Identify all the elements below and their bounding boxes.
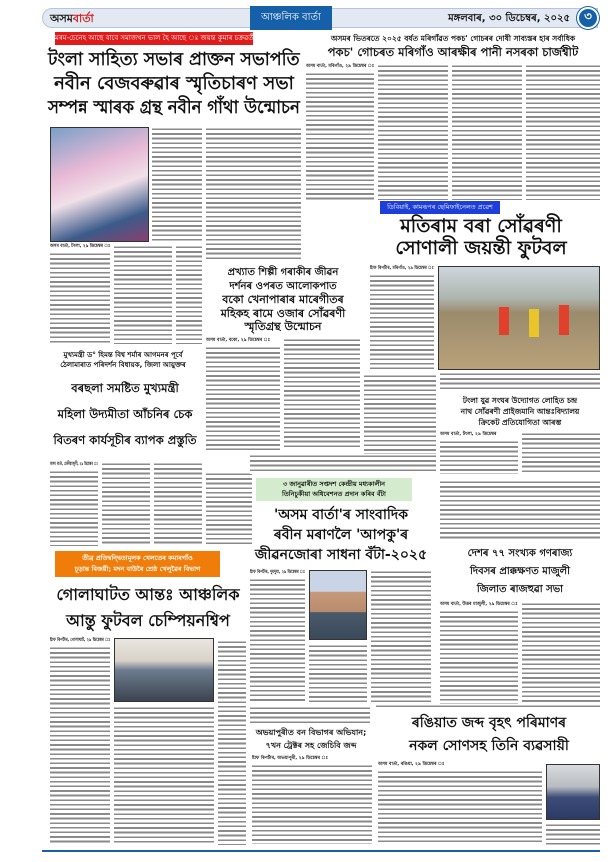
tangla-photo: [50, 127, 149, 242]
award-body: [371, 570, 431, 702]
gold-headline: ৰঙিয়াত জব্দ বৃহৎ পৰিমাণৰ নকল সোণসহ তিনি ব্যৱসায়ী: [409, 715, 569, 754]
motiram-kicker: ডিবিয়াই, কামৰূপৰ ছেমিফাইনেলত প্ৰৱেশ: [380, 201, 500, 214]
gold-photo-caption: [546, 823, 600, 845]
motiram-body: [440, 372, 600, 390]
artist-body: [206, 346, 280, 450]
cm-body: [50, 470, 98, 546]
tangla-dateline: অসম বাৰ্তা, টংলা, ২৯ ডিচেম্বৰ ঃ: [50, 244, 111, 249]
pocso-body: [378, 64, 448, 200]
tangla-headline: টংলা সাহিত্য সভাৰ প্ৰাক্তন সভাপতি নবীন বেজবৰুৱাৰ স্মৃতিচাৰণ সভা সম্পন্ন স্মাৰক গ্ৰন্থ নবীন গাঁথা উন্মোচন: [48, 49, 300, 118]
republic-headline: দেশৰ ৭৭ সংখ্যক গণৰাজ্য দিবসৰ প্ৰাক্কক্ষণত মাজুলী জিলাত ৰাজহুৱা সভা: [467, 548, 573, 595]
award-kicker: ৩ জানুৱাৰীত সপ্তদশ কেন্দ্ৰীয় মধ্যকালীন তিনিচুকীয়া অধিবেশনত প্ৰদান কৰিব বঁটা: [256, 478, 412, 501]
section-title: আঞ্চলিক বাৰ্তা: [250, 6, 332, 30]
award-dateline: ষ্টাফ ৰিপৰ্টাৰ, দুমদুমা, ২৯ ডিচেম্বৰ ঃ: [250, 570, 305, 575]
forest-dateline: ষ্টাফ ৰিপৰ্টাৰ, অভয়াপুৰী, ২৯ ডিচেম্বৰ ঃ: [252, 756, 372, 762]
artist-headline: প্ৰখ্যাত শিল্পী গৰাকীৰ জীৱন দৰ্শনৰ ওপৰত আলোকপাত বকো খেনাপাৰাৰ মাৰেগীতৰ মহিকহ ৰামে ওজাৰ সোঁৱৰণী স্মৃতিগ্ৰন্থ উন্মোচন: [220, 267, 346, 333]
footer-rule: [42, 850, 600, 852]
motiram-dateline: ষ্টাফ ৰিপৰ্টাৰ, মৰিগাঁও, ২৯ ডিচেম্বৰ ঃ: [370, 266, 434, 271]
golaghat-photo: [114, 638, 214, 702]
golaghat-kicker: তীব্ৰ প্ৰতিদ্বন্দ্বিতামূলক খেলতেৰ কমাৰগাঁও চূড়ান্ত বিজয়ী; মদন বাউৰৈ শ্ৰেষ্ঠ খেলুৱৈৰ বিভাগ: [55, 551, 220, 577]
tangla-body: [176, 245, 202, 344]
pocso-body: [526, 64, 600, 200]
tangla-body: [152, 127, 202, 242]
golaghat-dateline: ষ্টাফ ৰিপৰ্টাৰ, গোলাঘাট, ২৯ ডিচেম্বৰ ঃ: [50, 638, 111, 643]
tangla-body: [114, 245, 172, 344]
forest-body: [252, 764, 372, 844]
cricket-body: [440, 480, 600, 540]
motiram-body: [370, 274, 434, 370]
cm-kicker: মুখ্যমন্ত্ৰী ড° হিমন্ত বিশ্ব শৰ্মাৰ আগমনৰ পূৰ্বে ঠেলামাৰাত পৰিদৰ্শন বিধায়ক, জিলা আয়ুক্তৰ: [60, 351, 186, 369]
newspaper-logo: অসমবাৰ্তা: [50, 12, 94, 25]
page-number: ৩: [577, 7, 599, 29]
award-headline: 'অসম বাৰ্তা'ৰ সাংবাদিক ৰবীন মৰাণলৈ 'আপকু'ৰ জীৱনজোৰা সাধনা বঁটা-২০২৫: [254, 507, 428, 563]
pocso-headline: পকচ' গোচৰত মৰিগাঁও আৰক্ষীৰ পানী নসৰকা চাৰ্জশ্বীট: [327, 45, 579, 59]
cm-dateline: অসম বাৰ্তা, ঢেকীয়াজুলী, ২৯ ডিচেম্বৰ ঃ: [50, 462, 98, 467]
republic-body: [376, 704, 600, 710]
pocso-dateline: অসম বাৰ্তা, মৰিগাঁও, ২৯ ডিচেম্বৰ ঃ: [306, 64, 375, 69]
award-body: [309, 644, 367, 702]
artist-body: [284, 338, 360, 450]
tangla-kicker: মৰম-চেনেহ আছে বাবে সমাজখন ভাল হৈ আছে ঃ জয়ন্ত কুমাৰ চক্ৰৱৰ্তী: [55, 32, 253, 45]
golaghat-body: [218, 640, 246, 845]
award-body: [250, 578, 305, 702]
cm-headline: বৰছলা সমষ্টিত মুখ্যমন্ত্ৰী মহিলা উদ্যমীতা আঁচনিৰ চেক বিতৰণ কাৰ্যসূচীৰ ব্যাপক প্ৰস্তুতি: [53, 381, 197, 447]
republic-body: [522, 602, 600, 706]
gold-seizure-photo: [546, 764, 600, 820]
cricket-body: [522, 432, 600, 474]
golaghat-headline: গোলাঘাটত আন্তঃ আঞ্চলিক আন্তু ফুটবল চেম্পিয়নশ্বিপ: [56, 585, 240, 630]
pocso-body: [306, 72, 374, 200]
cricket-headline: টংলা যুৱ সংঘৰ উদ্যোগত লোহিত চন্দ্ৰ নাথ সোঁৱৰণী প্ৰাইজমানি আন্তঃবিদ্যালয় ক্ৰিকেট প্ৰতিযোগিতা আৰম্ভ: [460, 396, 580, 427]
issue-date: মঙ্গলবাৰ, ৩০ ডিচেম্বৰ, ২০২৫: [448, 13, 570, 24]
football-photo: [438, 266, 600, 370]
artist-body: [250, 454, 436, 474]
republic-body: [440, 610, 518, 706]
artist-dateline: অসম বাৰ্তা, বকো, ২৯ ডিচেম্বৰ ঃ: [206, 338, 280, 344]
gold-dateline: অসম বাৰ্তা, ৰঙিয়া, ২৯ ডিচেম্বৰ ঃ: [378, 762, 542, 768]
motiram-headline: মতিৰাম বৰা সোঁৱৰণী সোণালী জয়ন্তী ফুটবল: [395, 215, 567, 259]
republic-dateline: অসম বাৰ্তা, উত্তৰ মাজুলী, ২৯ ডিচেম্বৰ ঃ: [440, 602, 518, 607]
golaghat-body: [114, 706, 214, 845]
cricket-body: [440, 440, 518, 474]
tangla-body: [206, 127, 301, 262]
pocso-body: [452, 64, 522, 200]
award-body: [250, 706, 370, 724]
forest-headline: অভয়াপুৰীত বন বিভাগৰ অভিযান; ৭খন ট্ৰেক্টৰ সহ জেচিবি জব্দ: [255, 728, 367, 750]
cm-body: [102, 462, 150, 546]
journalist-photo: [309, 570, 367, 640]
golaghat-body: [50, 646, 110, 845]
pocso-kicker: অসমৰ ভিতৰতে ২০২৫ বৰ্ষত মৰিগাঁৱত পকচ' গোচৰৰ দোষী সাব্যস্তৰ হাৰ সৰ্বাধিক: [330, 34, 576, 43]
tangla-body: [50, 252, 110, 344]
cricket-dateline: অসম বাৰ্তা, টংলা, ২৯ ডিচেম্বৰ: [440, 432, 518, 438]
gold-body: [378, 770, 542, 845]
cm-body: [154, 462, 202, 546]
